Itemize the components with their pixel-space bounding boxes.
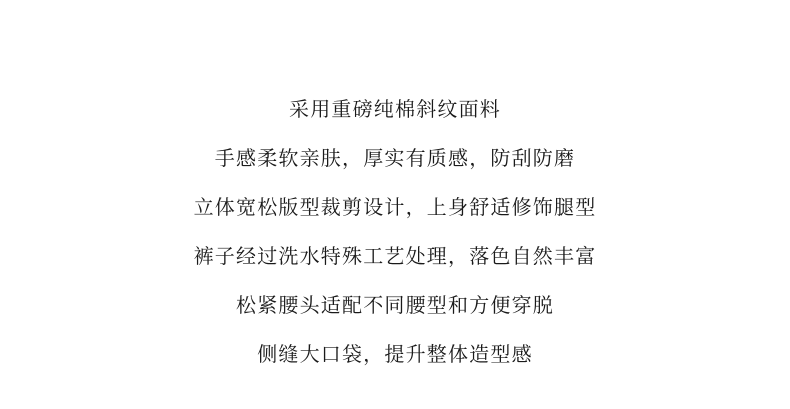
feature-line-2: 手感柔软亲肤，厚实有质感，防刮防磨 xyxy=(214,148,576,170)
feature-line-1: 采用重磅纯棉斜纹面料 xyxy=(289,99,501,121)
feature-line-4: 裤子经过洗水特殊工艺处理，落色自然丰富 xyxy=(193,246,597,268)
feature-line-6: 侧缝大口袋，提升整体造型感 xyxy=(257,344,533,366)
feature-line-5: 松紧腰头适配不同腰型和方便穿脱 xyxy=(236,295,554,317)
feature-line-3: 立体宽松版型裁剪设计，上身舒适修饰腿型 xyxy=(193,197,597,219)
